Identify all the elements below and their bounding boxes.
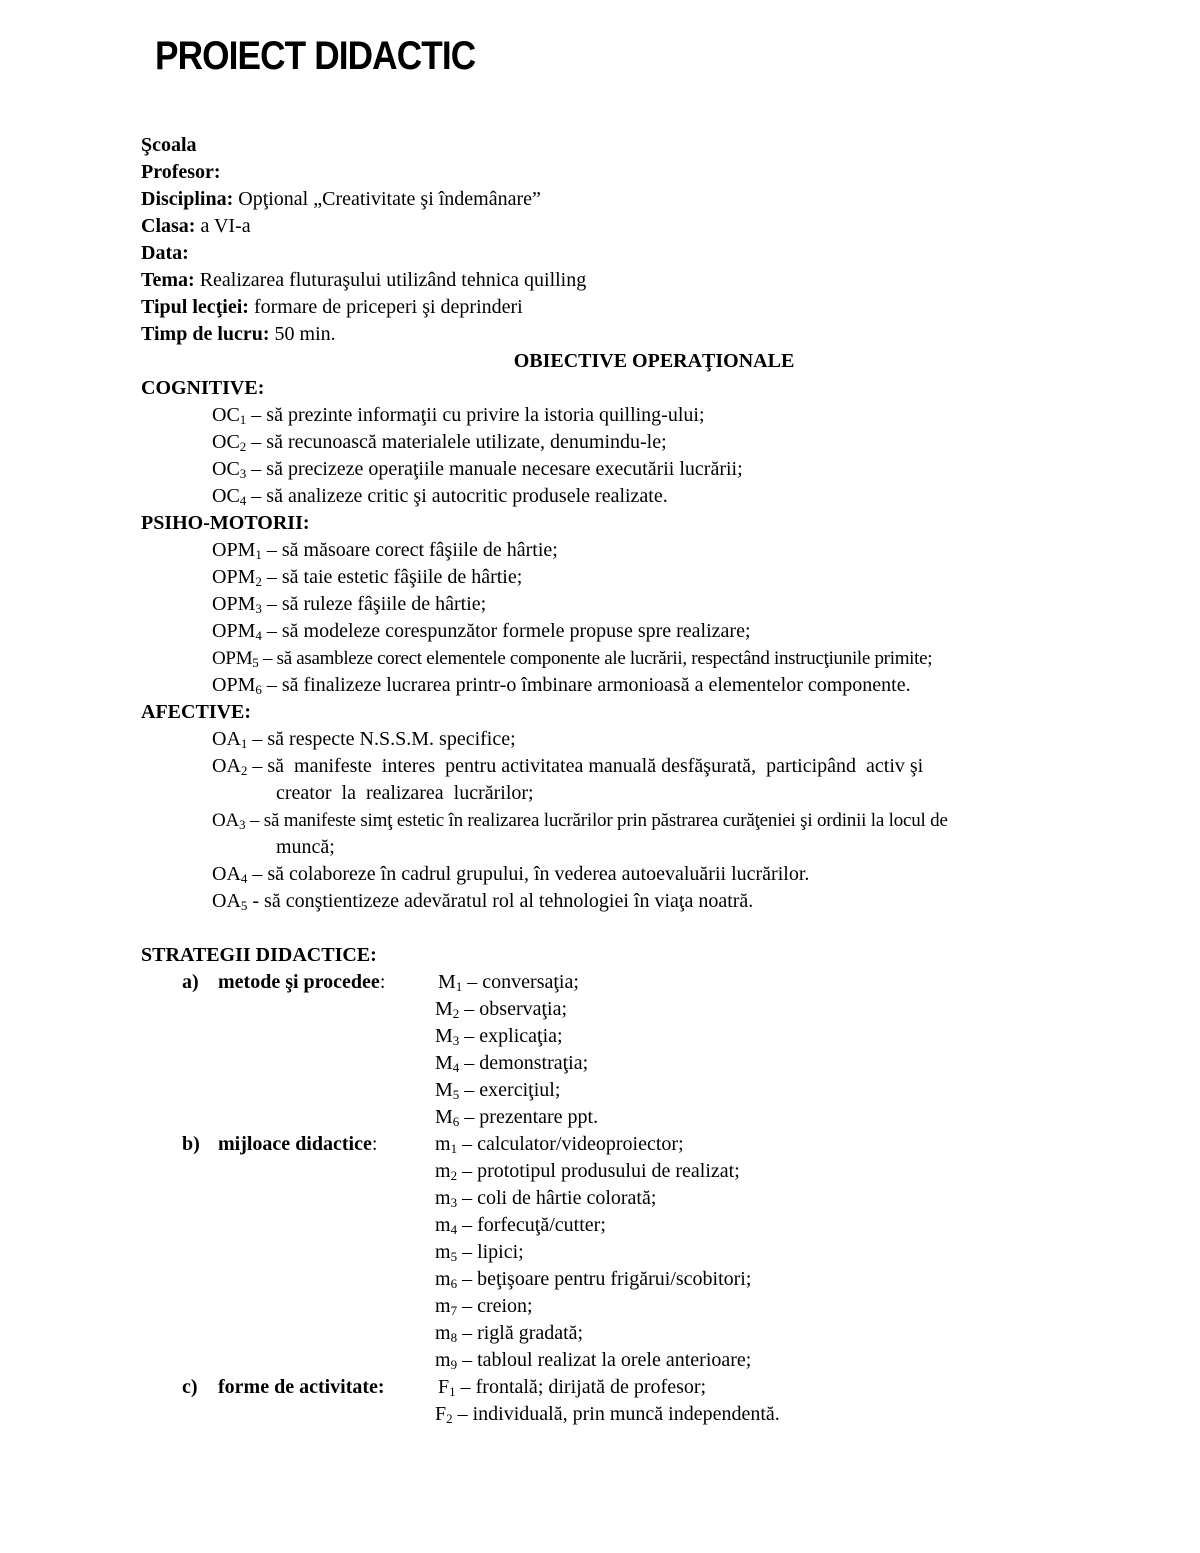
objectives-heading: OBIECTIVE OPERAŢIONALE xyxy=(513,350,795,372)
page-title: PROIECT DIDACTIC xyxy=(155,34,476,78)
objective-item: $OA_1$ – să respecte N.S.S.M. specifice; xyxy=(212,728,516,751)
metoda-item: $M_2$ – observaţia; xyxy=(435,998,568,1021)
forma-item: $F_2$ – individuală, prin muncă independentă. xyxy=(435,1403,780,1426)
metode-label: metode şi procedee: xyxy=(218,971,386,993)
tipul-line xyxy=(141,294,523,321)
mijloc-item: $m_3$ – coli de hârtie colorată; xyxy=(435,1187,657,1210)
mijloace-marker: b) xyxy=(182,1133,200,1155)
objective-item: $OA_4$ – să colaboreze în cadrul grupului, în vederea autoevaluării lucrărilor. xyxy=(212,863,810,886)
timp-label: Timp de lucru: xyxy=(141,323,270,345)
metoda-item: $M_6$ – prezentare ppt. xyxy=(435,1106,599,1129)
metoda-item: $M_4$ – demonstraţia; xyxy=(435,1052,589,1075)
metoda-item: $M_1$ – conversaţia; xyxy=(438,971,579,994)
cognitive-heading: COGNITIVE: xyxy=(141,377,265,399)
tema-value: Realizarea fluturaşului utilizând tehnica quilling xyxy=(194,269,587,291)
objective-item: $OPM_1$ – să măsoare corect fâşiile de hârtie; xyxy=(212,539,558,562)
objective-item: $OC_3$ – să precizeze operaţiile manuale necesare executării lucrării; xyxy=(212,458,743,481)
objective-item: $OPM_5$ – să asambleze corect elementele componente ale lucrării, respectând instrucţiunile primite; xyxy=(212,648,933,670)
afective-heading: AFECTIVE: xyxy=(141,701,252,723)
objective-item: $OC_1$ – să prezinte informaţii cu privire la istoria quilling-ului; xyxy=(212,404,705,427)
mijloc-item: $m_6$ – beţişoare pentru frigărui/scobitori; xyxy=(435,1268,752,1291)
disciplina-label: Disciplina: xyxy=(141,188,234,210)
metoda-item: $M_5$ – exerciţiul; xyxy=(435,1079,561,1102)
metoda-item: $M_3$ – explicaţia; xyxy=(435,1025,563,1048)
profesor-label: Profesor: xyxy=(141,161,221,183)
mijloc-item: $m_5$ – lipici; xyxy=(435,1241,524,1264)
timp-line xyxy=(141,321,336,348)
mijloc-item: $m_8$ – riglă gradată; xyxy=(435,1322,584,1345)
objective-item: $OA_3$ – să manifeste simţ estetic în realizarea lucrărilor prin păstrarea curăţeniei şi ordinii la locul de xyxy=(212,810,948,832)
tipul-value: formare de priceperi şi deprinderi xyxy=(248,296,523,318)
objective-item: $OPM_6$ – să finalizeze lucrarea printr-o îmbinare armonioasă a elementelor componente. xyxy=(212,674,911,697)
mijloace-label: mijloace didactice: xyxy=(218,1133,378,1155)
scoala-label: Şcoala xyxy=(141,134,197,156)
mijloc-item: $m_2$ – prototipul produsului de realizat; xyxy=(435,1160,740,1183)
strategii-heading: STRATEGII DIDACTICE: xyxy=(141,944,377,966)
forme-marker: c) xyxy=(182,1376,198,1398)
forme-label: forme de activitate: xyxy=(218,1376,385,1398)
objective-item: $OC_4$ – să analizeze critic şi autocritic produsele realizate. xyxy=(212,485,668,508)
objective-item-continuation: muncă; xyxy=(276,836,335,858)
disciplina-line xyxy=(141,186,541,213)
metode-marker: a) xyxy=(182,971,199,993)
psihomotorii-heading: PSIHO-MOTORII: xyxy=(141,512,310,534)
clasa-value: a VI-a xyxy=(195,215,251,237)
clasa-line xyxy=(141,213,251,240)
objective-item: $OPM_3$ – să ruleze fâşiile de hârtie; xyxy=(212,593,487,616)
data-label: Data: xyxy=(141,242,189,264)
timp-value: 50 min. xyxy=(269,323,336,345)
forma-item: $F_1$ – frontală; dirijată de profesor; xyxy=(438,1376,707,1399)
objective-item: $OPM_4$ – să modeleze corespunzător formele propuse spre realizare; xyxy=(212,620,751,643)
objective-item: $OPM_2$ – să taie estetic fâşiile de hârtie; xyxy=(212,566,523,589)
mijloc-item: $m_4$ – forfecuţă/cutter; xyxy=(435,1214,606,1237)
tema-line xyxy=(141,267,586,294)
mijloc-item: $m_9$ – tabloul realizat la orele anterioare; xyxy=(435,1349,752,1372)
mijloc-item: $m_7$ – creion; xyxy=(435,1295,533,1318)
tema-label: Tema: xyxy=(141,269,195,291)
tipul-label: Tipul lecţiei: xyxy=(141,296,249,318)
objective-item: $OC_2$ – să recunoască materialele utilizate, denumindu-le; xyxy=(212,431,667,454)
objective-item: $OA_2$ – să manifeste interes pentru activitatea manuală desfăşurată, participând activ şi xyxy=(212,755,924,778)
disciplina-value: Opţional „Creativitate şi îndemânare” xyxy=(233,188,541,210)
mijloc-item: $m_1$ – calculator/videoproiector; xyxy=(435,1133,684,1156)
clasa-label: Clasa: xyxy=(141,215,196,237)
objective-item: $OA_5$ - să conştientizeze adevăratul rol al tehnologiei în viaţa noatră. xyxy=(212,890,754,913)
objective-item-continuation: creator la realizarea lucrărilor; xyxy=(276,782,534,804)
